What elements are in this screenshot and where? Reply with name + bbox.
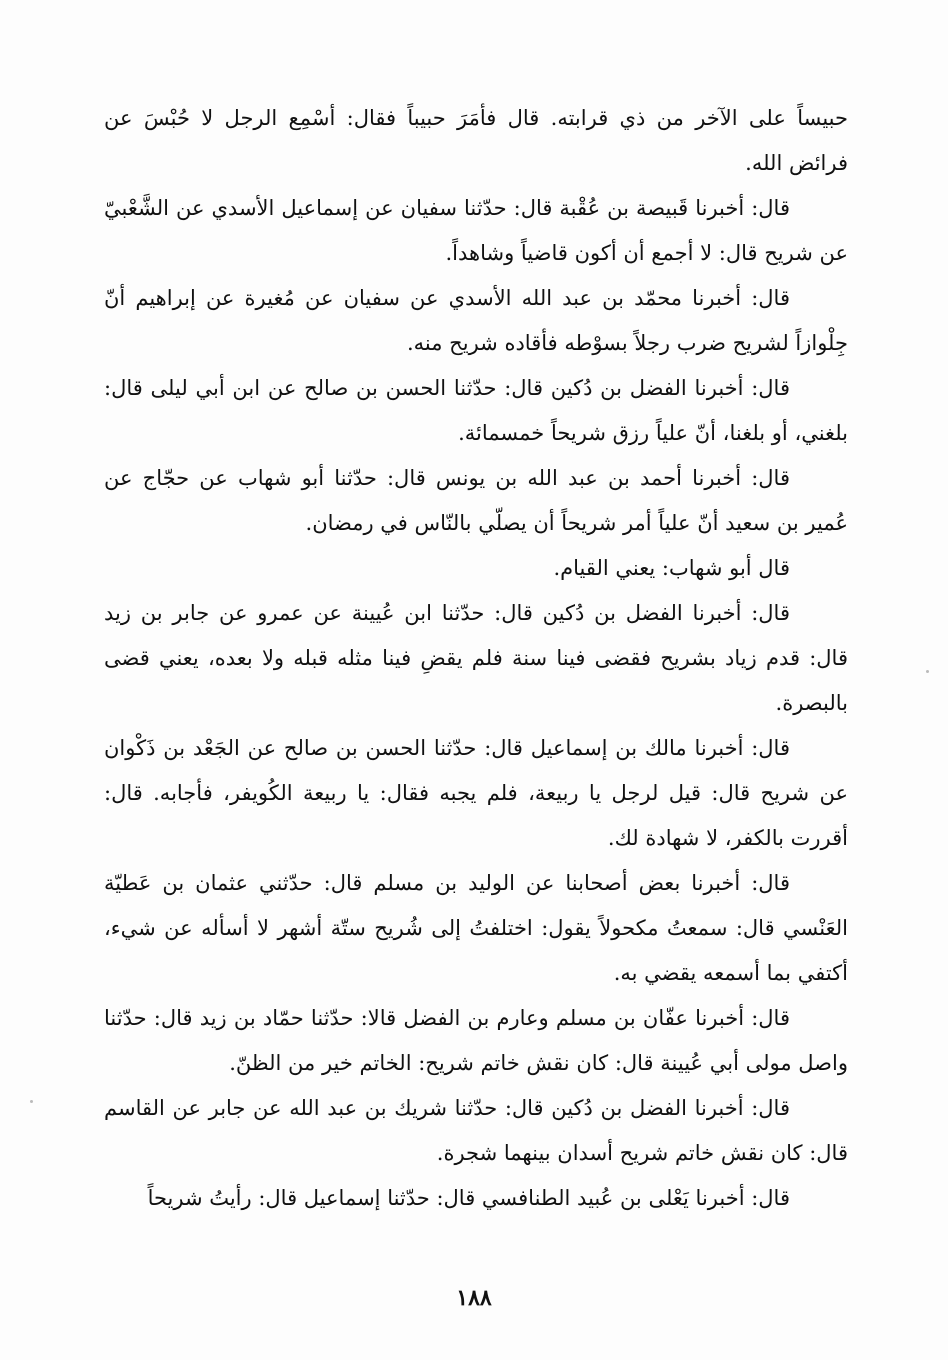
paragraph: قال: أخبرنا بعض أصحابنا عن الوليد بن مسلم قال: حدّثني عثمان بن عَطيّة العَنْسي قال: سمعتُ مكحولاً يقول: اختلفتُ إلى شُريح ستّة أشهر لا أسأله عن شيء، أكتفي بما أسمعه يقضي به. (104, 871, 848, 985)
paragraph: قال: أخبرنا أحمد بن عبد الله بن يونس قال: حدّثنا أبو شهاب عن حجّاج عن عُمير بن سعيد أنّ علياً أمر شريحاً أن يصلّي بالنّاس في رمضان. (104, 466, 848, 535)
paragraph: قال: أخبرنا الفضل بن دُكين قال: حدّثنا شريك بن عبد الله عن جابر عن القاسم قال: كان نقش خاتم شريح أسدان بينهما شجرة. (104, 1096, 848, 1165)
page-number: ١٨٨ (456, 1285, 492, 1311)
paragraph: قال أبو شهاب: يعني القيام. (553, 556, 790, 580)
paragraph: قال: أخبرنا الفضل بن دُكين قال: حدّثنا الحسن بن صالح عن ابن أبي ليلى قال: بلغني، أو بلغنا، أنّ علياً رزق شريحاً خمسمائة. (104, 376, 848, 445)
paragraph: قال: أخبرنا عفّان بن مسلم وعارم بن الفضل قالا: حدّثنا حمّاد بن زيد قال: حدّثنا واصل مولى أبي عُيينة قال: كان نقش خاتم شريح: الخاتم خير من الظنّ. (104, 1006, 848, 1075)
paragraph: قال: أخبرنا مالك بن إسماعيل قال: حدّثنا الحسن بن صالح عن الجَعْد بن ذَكْوان عن شريح قال: قيل لرجل يا ربيعة، فلم يجبه فقال: يا ربيعة الكُويفر، فأجابه. قال: أقررت بالكفر، لا شهادة لك. (104, 736, 848, 850)
page-body-text (104, 96, 848, 1221)
paragraph: قال: أخبرنا محمّد بن عبد الله الأسدي عن سفيان عن مُغيرة عن إبراهيم أنّ جِلْوازاً لشريح ضرب رجلاً بسوْطه فأقاده شريح منه. (104, 286, 848, 355)
paragraph: قال: أخبرنا قَبيصة بن عُقْبة قال: حدّثنا سفيان عن إسماعيل الأسدي عن الشَّعْبيّ عن شريح قال: لا أجمع أن أكون قاضياً وشاهداً. (104, 196, 848, 265)
scan-speck (926, 670, 929, 673)
paragraph: حبيساً على الآخر من ذي قرابته. قال فأمَرَ حبيباً فقال: أسْمِع الرجل لا حُبْسَ عن فرائض الله. (104, 106, 848, 175)
scan-speck (30, 1100, 33, 1103)
paragraph: قال: أخبرنا الفضل بن دُكين قال: حدّثنا ابن عُيينة عن عمرو عن جابر بن زيد قال: قدم زياد بشريح فقضى فينا سنة فلم يقضِ فينا مثله قبله ولا بعده، يعني قضى بالبصرة. (104, 601, 848, 715)
paragraph: قال: أخبرنا يَعْلى بن عُبيد الطنافسي قال: حدّثنا إسماعيل قال: رأيتُ شريحاً (147, 1186, 790, 1210)
